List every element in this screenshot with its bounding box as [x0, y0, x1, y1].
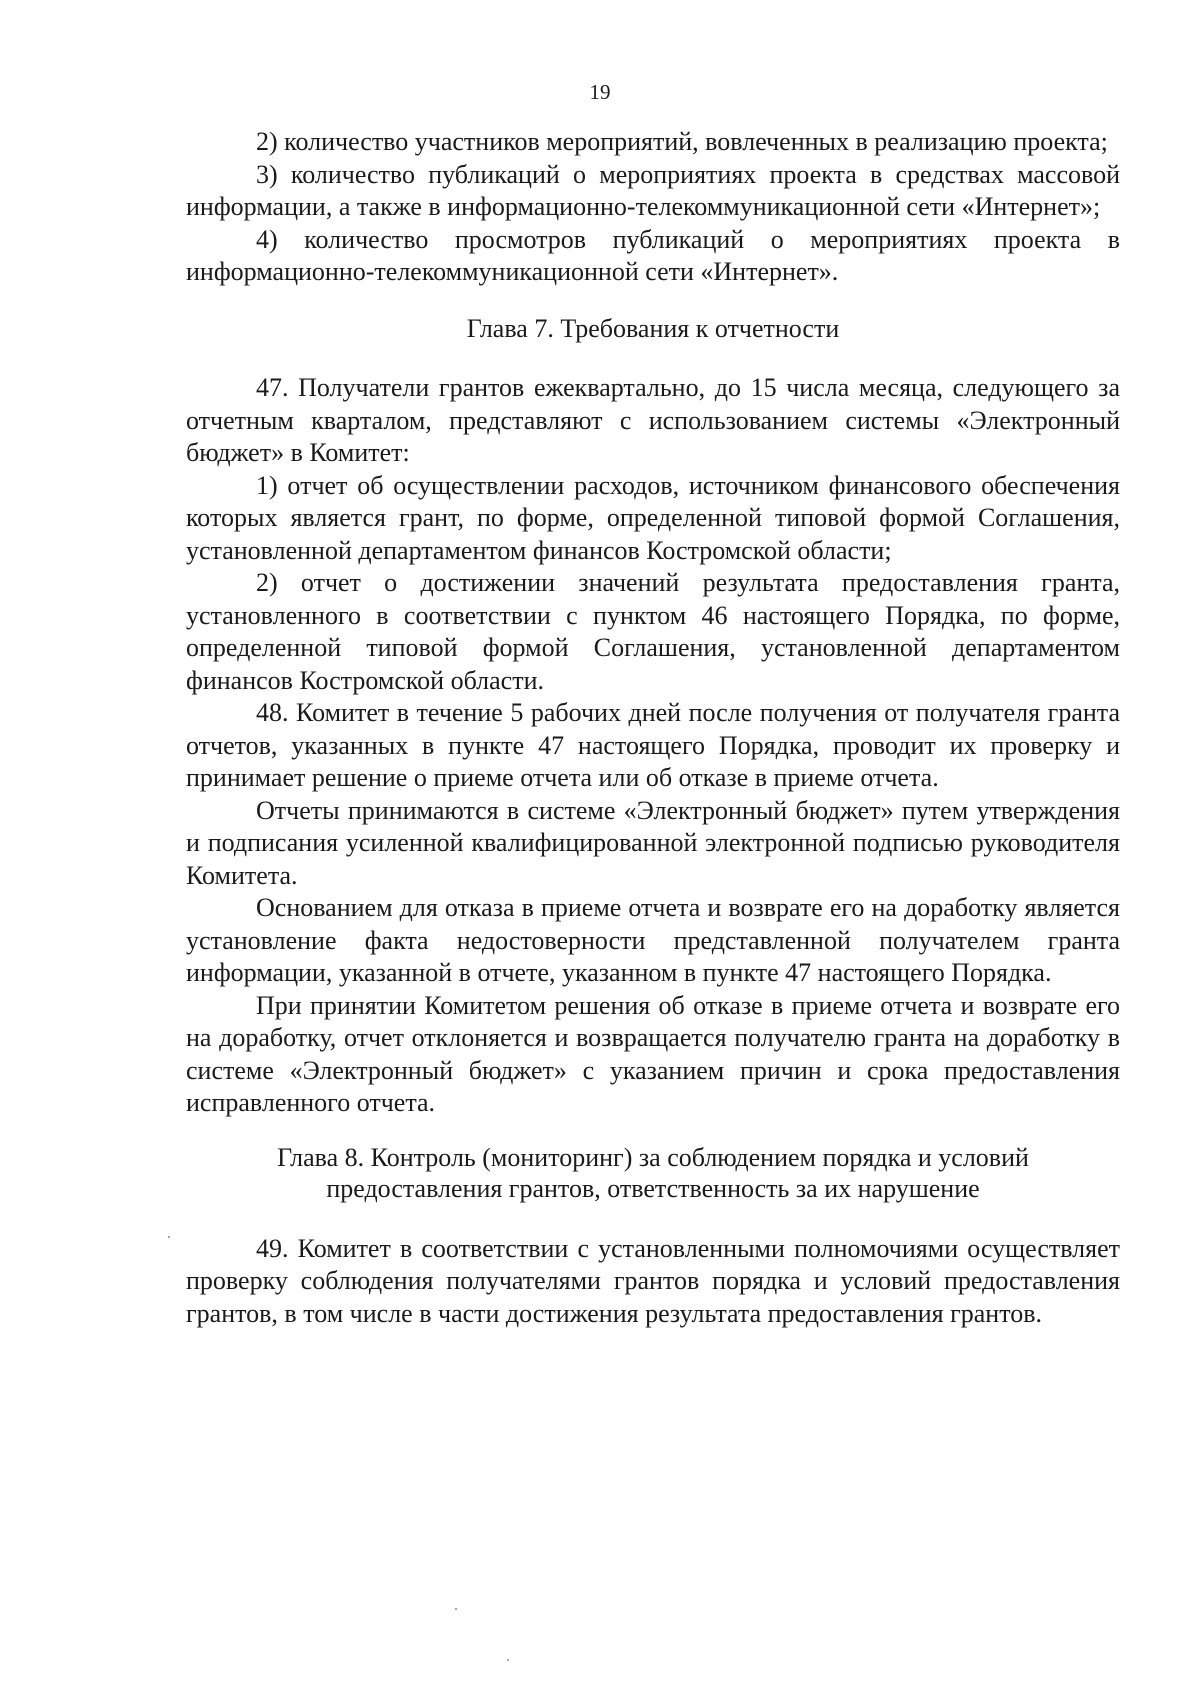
document-body	[186, 126, 1120, 1330]
scan-dot	[507, 1659, 509, 1661]
paragraph-47: 47. Получатели грантов ежеквартально, до 15 числа месяца, следующего за отчетным кварталом, представляют с использованием системы «Электронный бюджет» в Комитет:	[186, 373, 1120, 467]
scan-dot	[168, 1236, 170, 1238]
chapter-7-heading: Глава 7. Требования к отчетности	[466, 313, 840, 343]
chapter-8-heading	[186, 1120, 1120, 1233]
paragraph: Отчеты принимаются в системе «Электронный бюджет» путем утверждения и подписания усиленной квалифицированной электронной подписью руководителя Комитета.	[186, 795, 1120, 890]
paragraph: Основанием для отказа в приеме отчета и возврате его на доработку является установление факта недостоверности представленной получателем гранта информации, указанной в отчете, указанном в пункте 47 настоящего Порядка.	[186, 893, 1120, 987]
chapter-8-heading-line-1: Глава 8. Контроль (мониторинг) за соблюдением порядка и условий	[277, 1142, 1029, 1172]
chapter-8-heading-line-2: предоставления грантов, ответственность за их нарушение	[326, 1174, 980, 1203]
list-item: 1) отчет об осуществлении расходов, источником финансового обеспечения которых является грант, по форме, определенной типовой формой Соглашения, установленной департаментом финансов Костромской области;	[186, 470, 1120, 565]
list-item: 2) отчет о достижении значений результата предоставления гранта, установленного в соответствии с пунктом 46 настоящего Порядка, по форме, определенной типовой формой Соглашения, установленной департаментом финансов Костромской области.	[186, 568, 1120, 695]
list-item: 4) количество просмотров публикаций о мероприятиях проекта в информационно-телекоммуникационной сети «Интернет».	[186, 224, 1120, 286]
paragraph: При принятии Комитетом решения об отказе в приеме отчета и возврате его на доработку, отчет отклоняется и возвращается получателю гранта на доработку в системе «Электронный бюджет» с указанием причин и срока предоставления исправленного отчета.	[186, 990, 1120, 1117]
scan-dot	[455, 1608, 457, 1610]
paragraph-49: 49. Комитет в соответствии с установленными полномочиями осуществляет проверку соблюдения получателями грантов порядка и условий предоставления грантов, в том числе в части достижения результата предоставления грантов.	[186, 1233, 1120, 1328]
list-item: 2) количество участников мероприятий, вовлеченных в реализацию проекта;	[256, 127, 1108, 156]
page-number: 19	[589, 80, 611, 104]
paragraph-48: 48. Комитет в течение 5 рабочих дней после получения от получателя гранта отчетов, указанных в пункте 47 настоящего Порядка, проводит их проверку и принимает решение о приеме отчета или об отказе в приеме отчета.	[186, 698, 1120, 792]
list-item: 3) количество публикаций о мероприятиях проекта в средствах массовой информации, а также в информационно-телекоммуникационной сети «Интернет»;	[186, 159, 1120, 221]
